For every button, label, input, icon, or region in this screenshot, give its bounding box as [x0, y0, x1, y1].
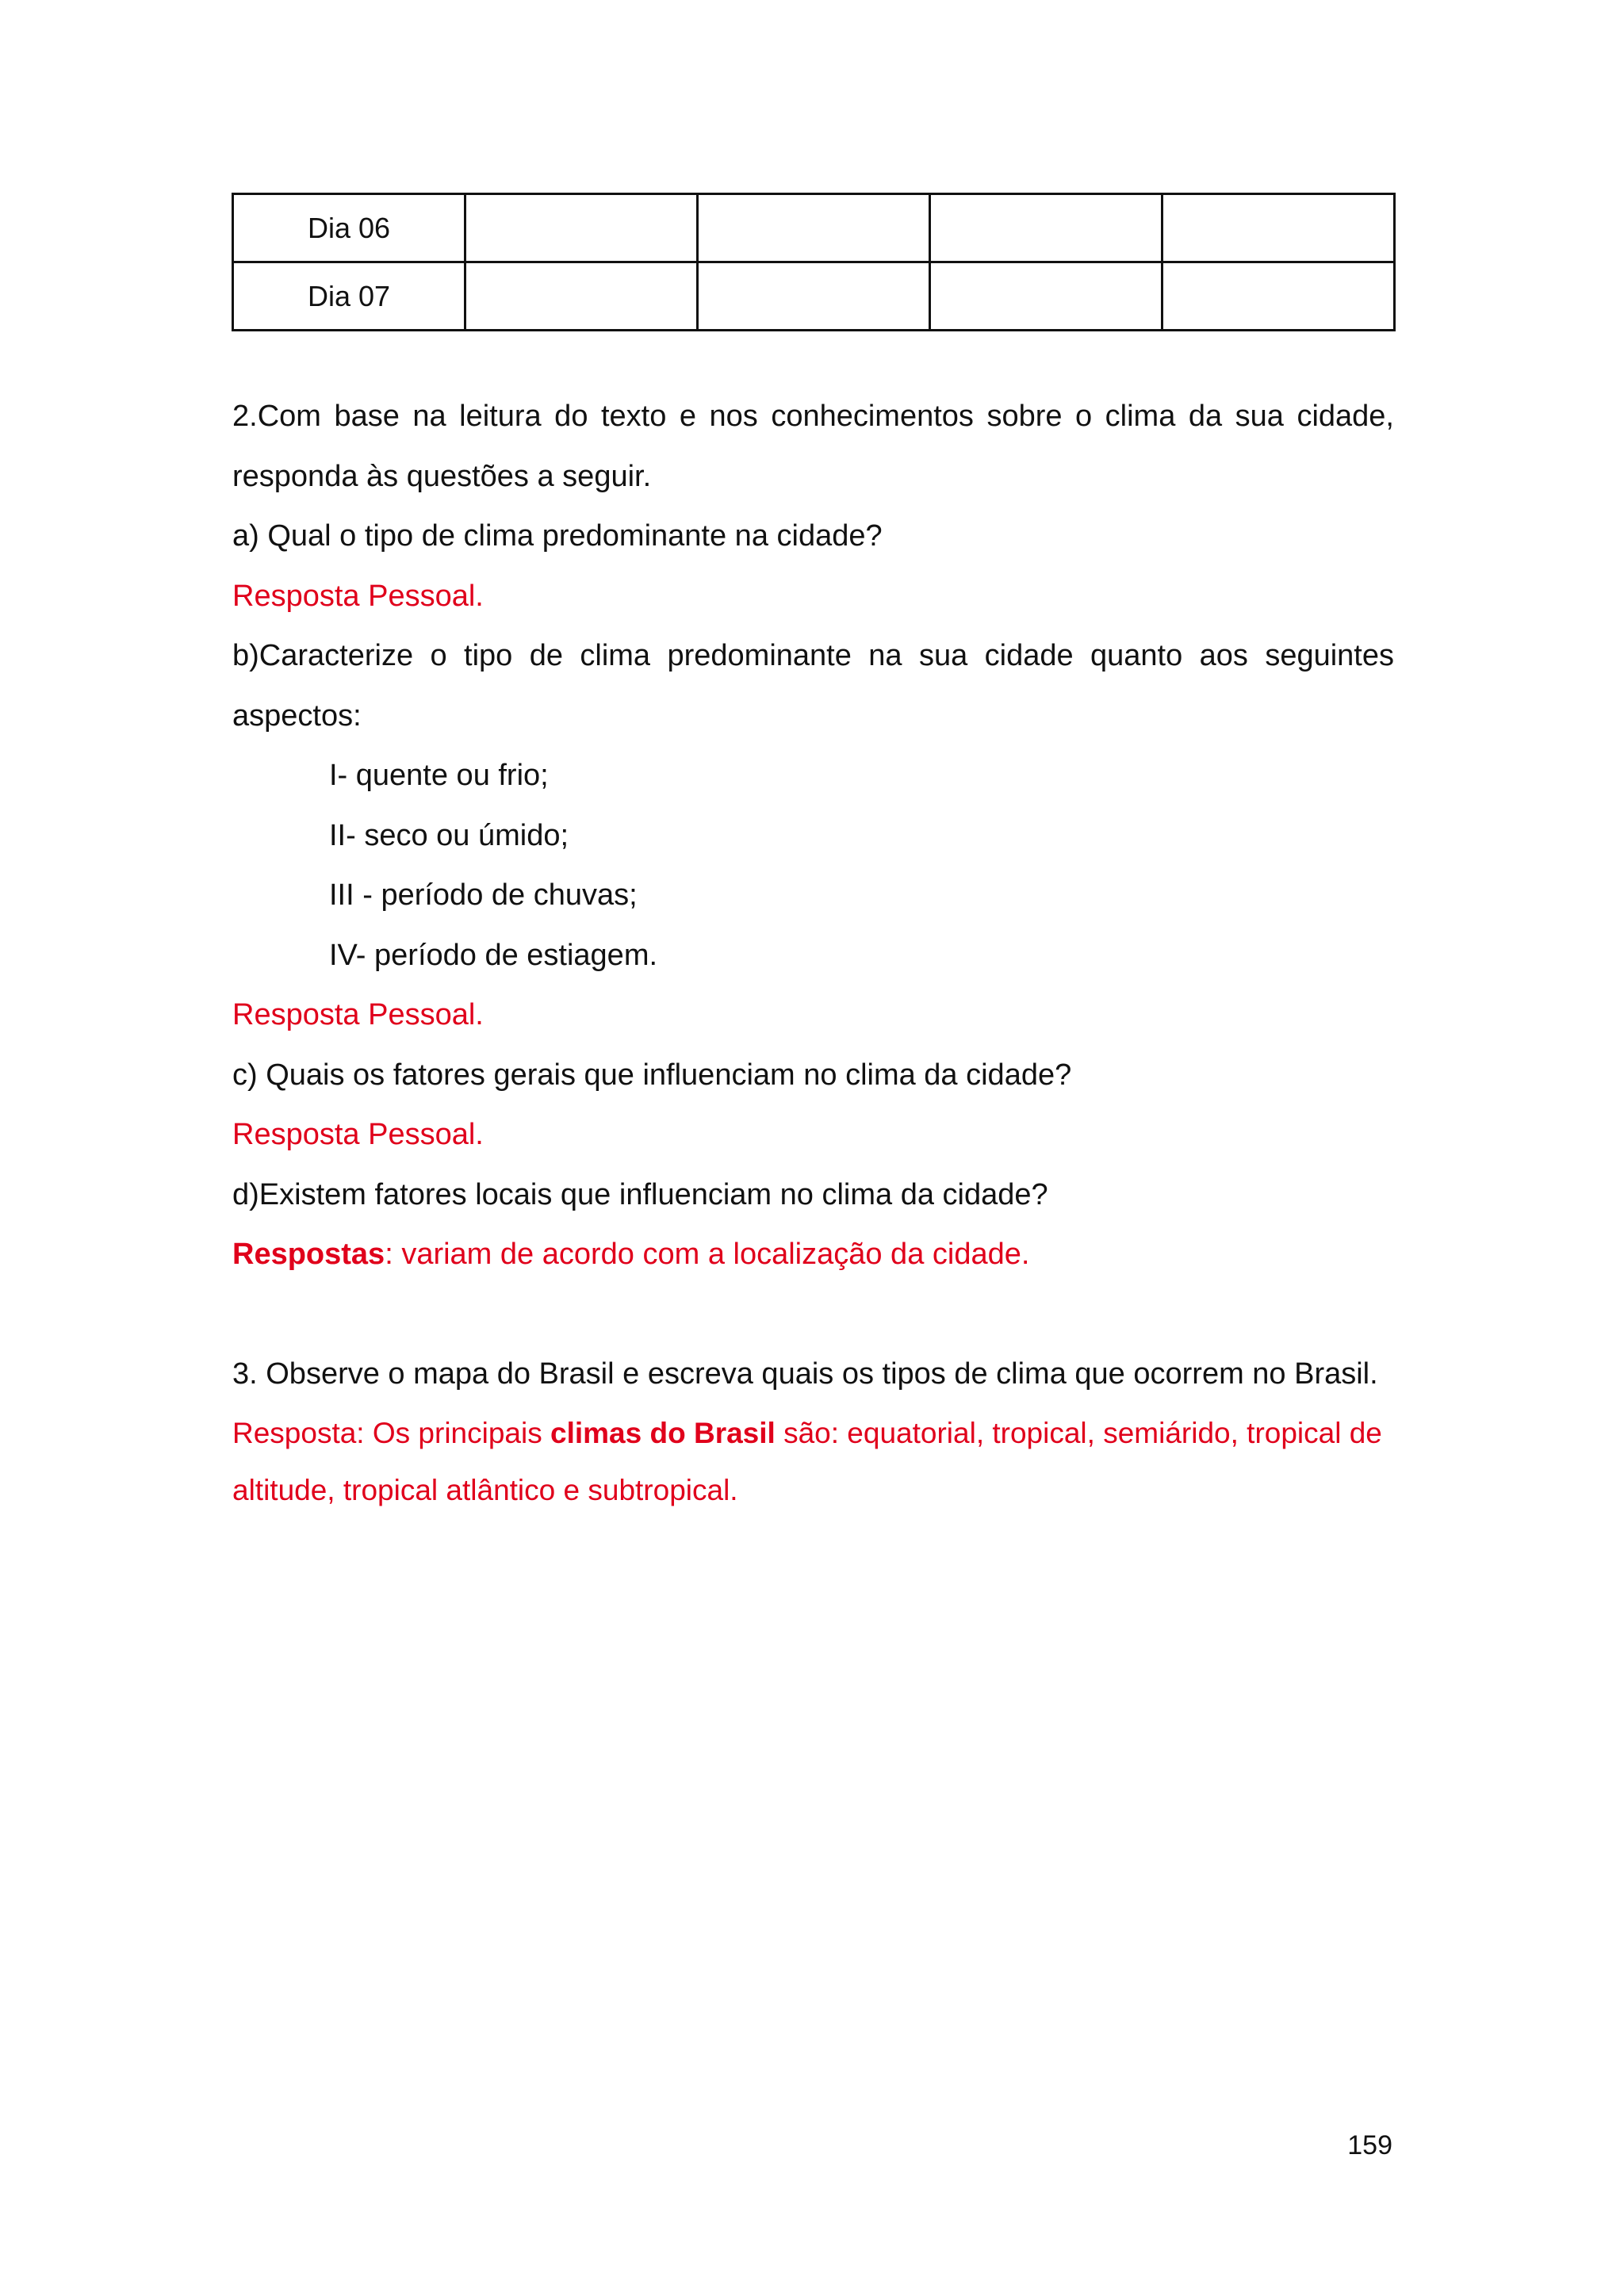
table-cell-empty	[465, 194, 698, 262]
answer-2c: Resposta Pessoal.	[232, 1118, 484, 1151]
table-cell-empty	[698, 194, 930, 262]
question-2-intro-line-1: 2.Com base na leitura do texto e nos conhecimentos sobre o clima da sua cidade,	[232, 400, 1394, 433]
answer-2d	[232, 1225, 1394, 1285]
weather-table	[232, 193, 1396, 331]
question-2-block	[232, 387, 1394, 1519]
aspect-item: III - período de chuvas;	[329, 878, 638, 912]
table-cell-empty	[930, 194, 1162, 262]
spacer	[232, 1285, 1394, 1345]
table-cell-day-label: Dia 07	[233, 262, 465, 331]
answer-2a: Resposta Pessoal.	[232, 579, 484, 613]
table-row	[233, 262, 1395, 331]
question-2c: c) Quais os fatores gerais que influenciam no clima da cidade?	[232, 1058, 1072, 1092]
table-cell-empty	[1162, 262, 1395, 331]
question-2b-line-1: b)Caracterize o tipo de clima predominante na sua cidade quanto aos seguintes	[232, 639, 1394, 672]
answer-3-suffix: são: equatorial, tropical, semiárido, tropical de	[775, 1416, 1382, 1449]
table-cell-empty	[1162, 194, 1395, 262]
aspect-item: I- quente ou frio;	[329, 759, 549, 792]
answer-3-line-2: altitude, tropical atlântico e subtropical.	[232, 1473, 738, 1506]
table-cell-empty	[698, 262, 930, 331]
answer-3-line-1	[232, 1405, 1394, 1462]
answer-3-bold: climas do Brasil	[550, 1416, 776, 1449]
question-3: 3. Observe o mapa do Brasil e escreva quais os tipos de clima que ocorrem no Brasil.	[232, 1357, 1378, 1391]
table-row	[233, 194, 1395, 262]
question-2d: d)Existem fatores locais que influenciam no clima da cidade?	[232, 1177, 1048, 1211]
aspect-item: II- seco ou úmido;	[329, 818, 569, 852]
aspect-item: IV- período de estiagem.	[329, 938, 658, 972]
answer-2d-bold: Respostas	[232, 1238, 385, 1271]
answer-3-prefix: Resposta: Os principais	[232, 1416, 551, 1449]
page-number: 159	[1347, 2130, 1392, 2160]
answer-2b: Resposta Pessoal.	[232, 998, 484, 1031]
question-2-intro-line-2: responda às questões a seguir.	[232, 459, 652, 493]
table-cell-day-label: Dia 06	[233, 194, 465, 262]
question-2b-line-2: aspectos:	[232, 698, 362, 733]
answer-2d-rest: : variam de acordo com a localização da cidade.	[385, 1238, 1030, 1271]
table-cell-empty	[930, 262, 1162, 331]
question-2a: a) Qual o tipo de clima predominante na cidade?	[232, 519, 883, 553]
table-cell-empty	[465, 262, 698, 331]
